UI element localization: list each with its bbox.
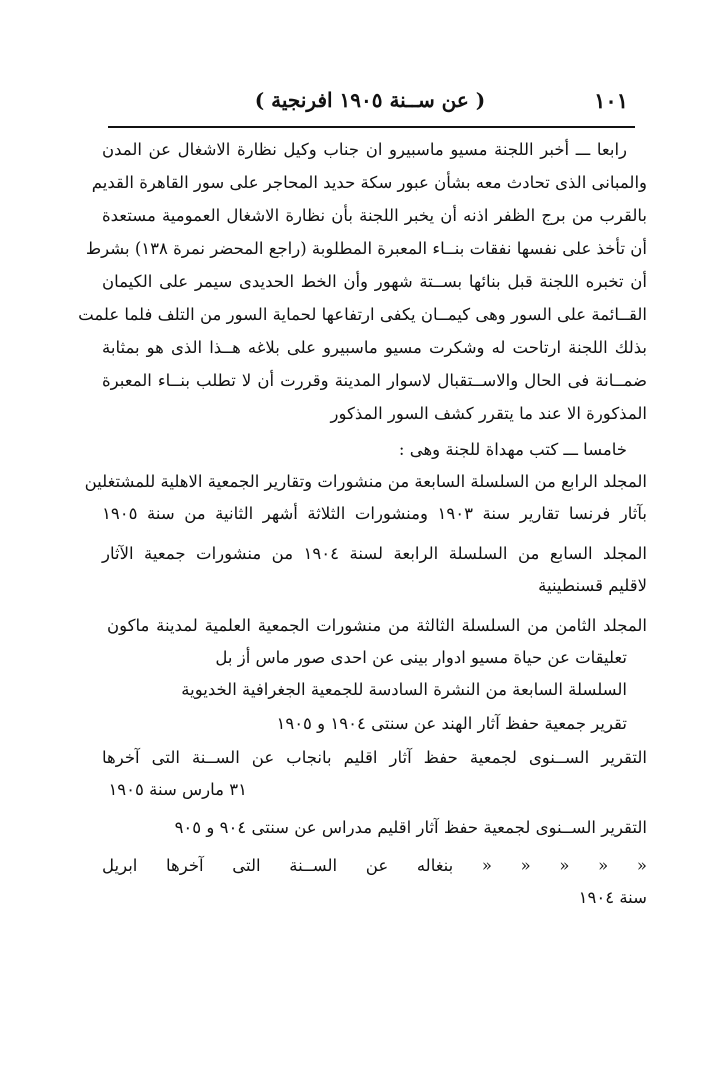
paragraph-four-line: المذكورة الا عند ما يتقرر كشف السور المذكور [330, 404, 647, 423]
paragraph-four-line: ضمــانة فى الحال والاســتقبال لاسوار المدينة وقررت أن لا تطلب بنــاء المعبرة [102, 371, 647, 390]
book-entry-line: التقرير الســنوى لجمعية حفظ آثار اقليم بانجاب عن الســنة التى آخرها [102, 748, 647, 767]
book-entry-line: التقرير الســنوى لجمعية حفظ آثار اقليم مدراس عن سنتى ٩٠٤ و ٩٠٥ [174, 818, 647, 837]
book-entry-line: تعليقات عن حياة مسيو ادوار بينى عن احدى صور ماس أز بل [215, 648, 627, 667]
book-entry-line: السلسلة السابعة من النشرة السادسة للجمعية الجغرافية الخديوية [181, 680, 627, 699]
paragraph-four-line: رابعا ـــ أخبر اللجنة مسيو ماسبيرو ان جناب وكيل نظارة الاشغال عن المدن [102, 140, 627, 159]
paragraph-four-line: أن تأخذ على نفسها نفقات بنــاء المعبرة المطلوبة (راجع المحضر نمرة ١٣٨) بشرط [85, 239, 647, 258]
book-entry-line: بآثار فرنسا تقارير سنة ١٩٠٣ ومنشورات الثلاثة أشهر الثانية من سنة ١٩٠٥ [102, 504, 647, 523]
running-title: ( عن ســنة ١٩٠٥ افرنجية ) [254, 88, 486, 112]
book-entry-line: سنة ١٩٠٤ [578, 888, 647, 907]
book-entry-line: « « « « « بنغاله عن الســنة التى آخرها ابريل [102, 856, 647, 875]
book-entry-line: المجلد الرابع من السلسلة السابعة من منشورات وتقارير الجمعية الاهلية للمشتغلين [84, 472, 647, 491]
paragraph-five-intro: خامسا ـــ كتب مهداة للجنة وهى : [398, 440, 627, 459]
paragraph-four-line: بذلك اللجنة ارتاحت له وشكرت مسيو ماسبيرو على بلاغه هــذا الذى هو بمثابة [102, 338, 647, 357]
book-entry-line: لاقليم قسنطينية [538, 576, 647, 595]
page-number: ١٠١ [594, 88, 628, 113]
book-entry-line: تقرير جمعية حفظ آثار الهند عن سنتى ١٩٠٤ و ١٩٠٥ [276, 714, 627, 733]
book-entry-line: المجلد الثامن من السلسلة الثالثة من منشورات الجمعية العلمية لمدينة ماكون [107, 616, 647, 635]
book-entry-line: ٣١ مارس سنة ١٩٠٥ [108, 780, 247, 799]
header-rule [108, 126, 635, 128]
paragraph-four-line: أن تخبره اللجنة قبل بنائها بســتة شهور وأن الخط الحديدى سيمر على الكيمان [102, 272, 647, 291]
paragraph-four-line: القــائمة على السور وهى كيمــان يكفى ارتفاعها لحماية السور من التلف فلما علمت [78, 305, 647, 324]
book-entry-line: المجلد السابع من السلسلة الرابعة لسنة ١٩٠٤ من منشورات جمعية الآثار [102, 544, 647, 563]
page-header [100, 86, 640, 126]
paragraph-four-line: والمبانى الذى تحادث معه بشأن عبور سكة حديد المحاجر على سور القاهرة القديم [91, 173, 647, 192]
paragraph-four-line: بالقرب من برج الظفر اذنه أن يخبر اللجنة بأن نظارة الاشغال العمومية مستعدة [102, 206, 647, 225]
